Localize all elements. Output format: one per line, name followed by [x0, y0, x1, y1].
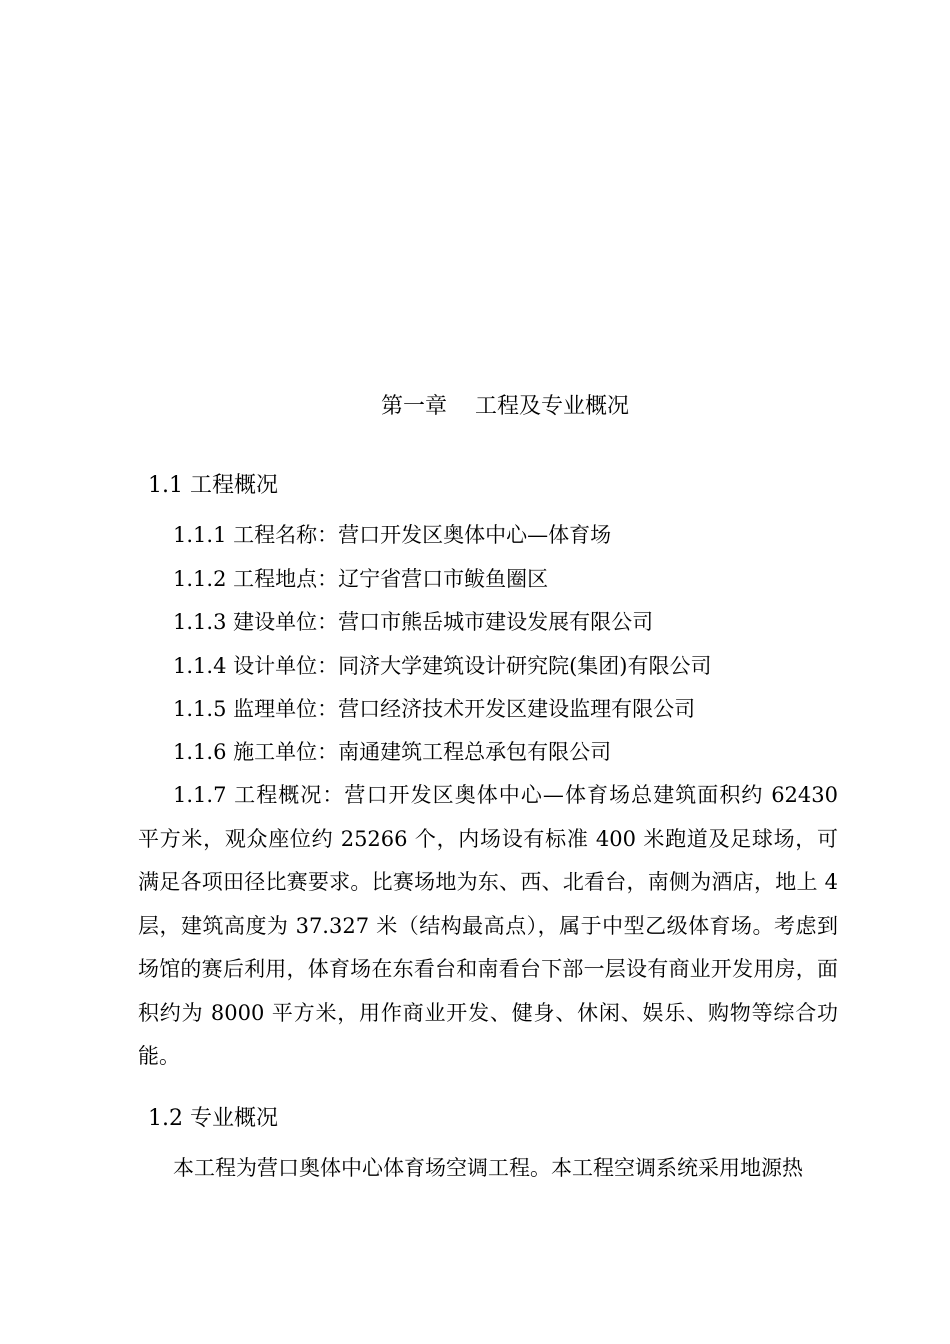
section-heading-1-2: 1.2 专业概况 — [148, 1106, 278, 1131]
contractor-unit-item: 1.1.6 施工单位：南通建筑工程总承包有限公司 — [173, 740, 612, 764]
section-heading-1-1: 1.1 工程概况 — [148, 473, 278, 498]
chapter-title: 第一章 工程及专业概况 — [381, 394, 629, 419]
project-overview-paragraph: 1.1.7 工程概况：营口开发区奥体中心—体育场总建筑面积约 62430 平方米，观众座位约 25266 个，内场设有标准 400 米跑道及足球场，可满足各项田径比赛要求。比赛场地为东、西、北看台，南侧为酒店，地上 4 层，建筑高度为 37.327 米（结构最高点），属于中型乙级体育场。考虑到场馆的赛后利用，体育场在东看台和南看台下部一层设有商业开发用房，面积约为 8000 平方米，用作商业开发、健身、休闲、娱乐、购物等综合功能。 — [138, 783, 838, 1068]
specialty-overview-paragraph: 本工程为营口奥体中心体育场空调工程。本工程空调系统采用地源热 — [173, 1156, 803, 1180]
project-location-item: 1.1.2 工程地点：辽宁省营口市鲅鱼圈区 — [173, 567, 549, 591]
design-unit-item: 1.1.4 设计单位：同济大学建筑设计研究院(集团)有限公司 — [173, 654, 712, 678]
construction-unit-item: 1.1.3 建设单位：营口市熊岳城市建设发展有限公司 — [173, 610, 654, 634]
supervision-unit-item: 1.1.5 监理单位：营口经济技术开发区建设监理有限公司 — [173, 697, 696, 721]
project-name-item: 1.1.1 工程名称：营口开发区奥体中心—体育场 — [173, 523, 612, 547]
